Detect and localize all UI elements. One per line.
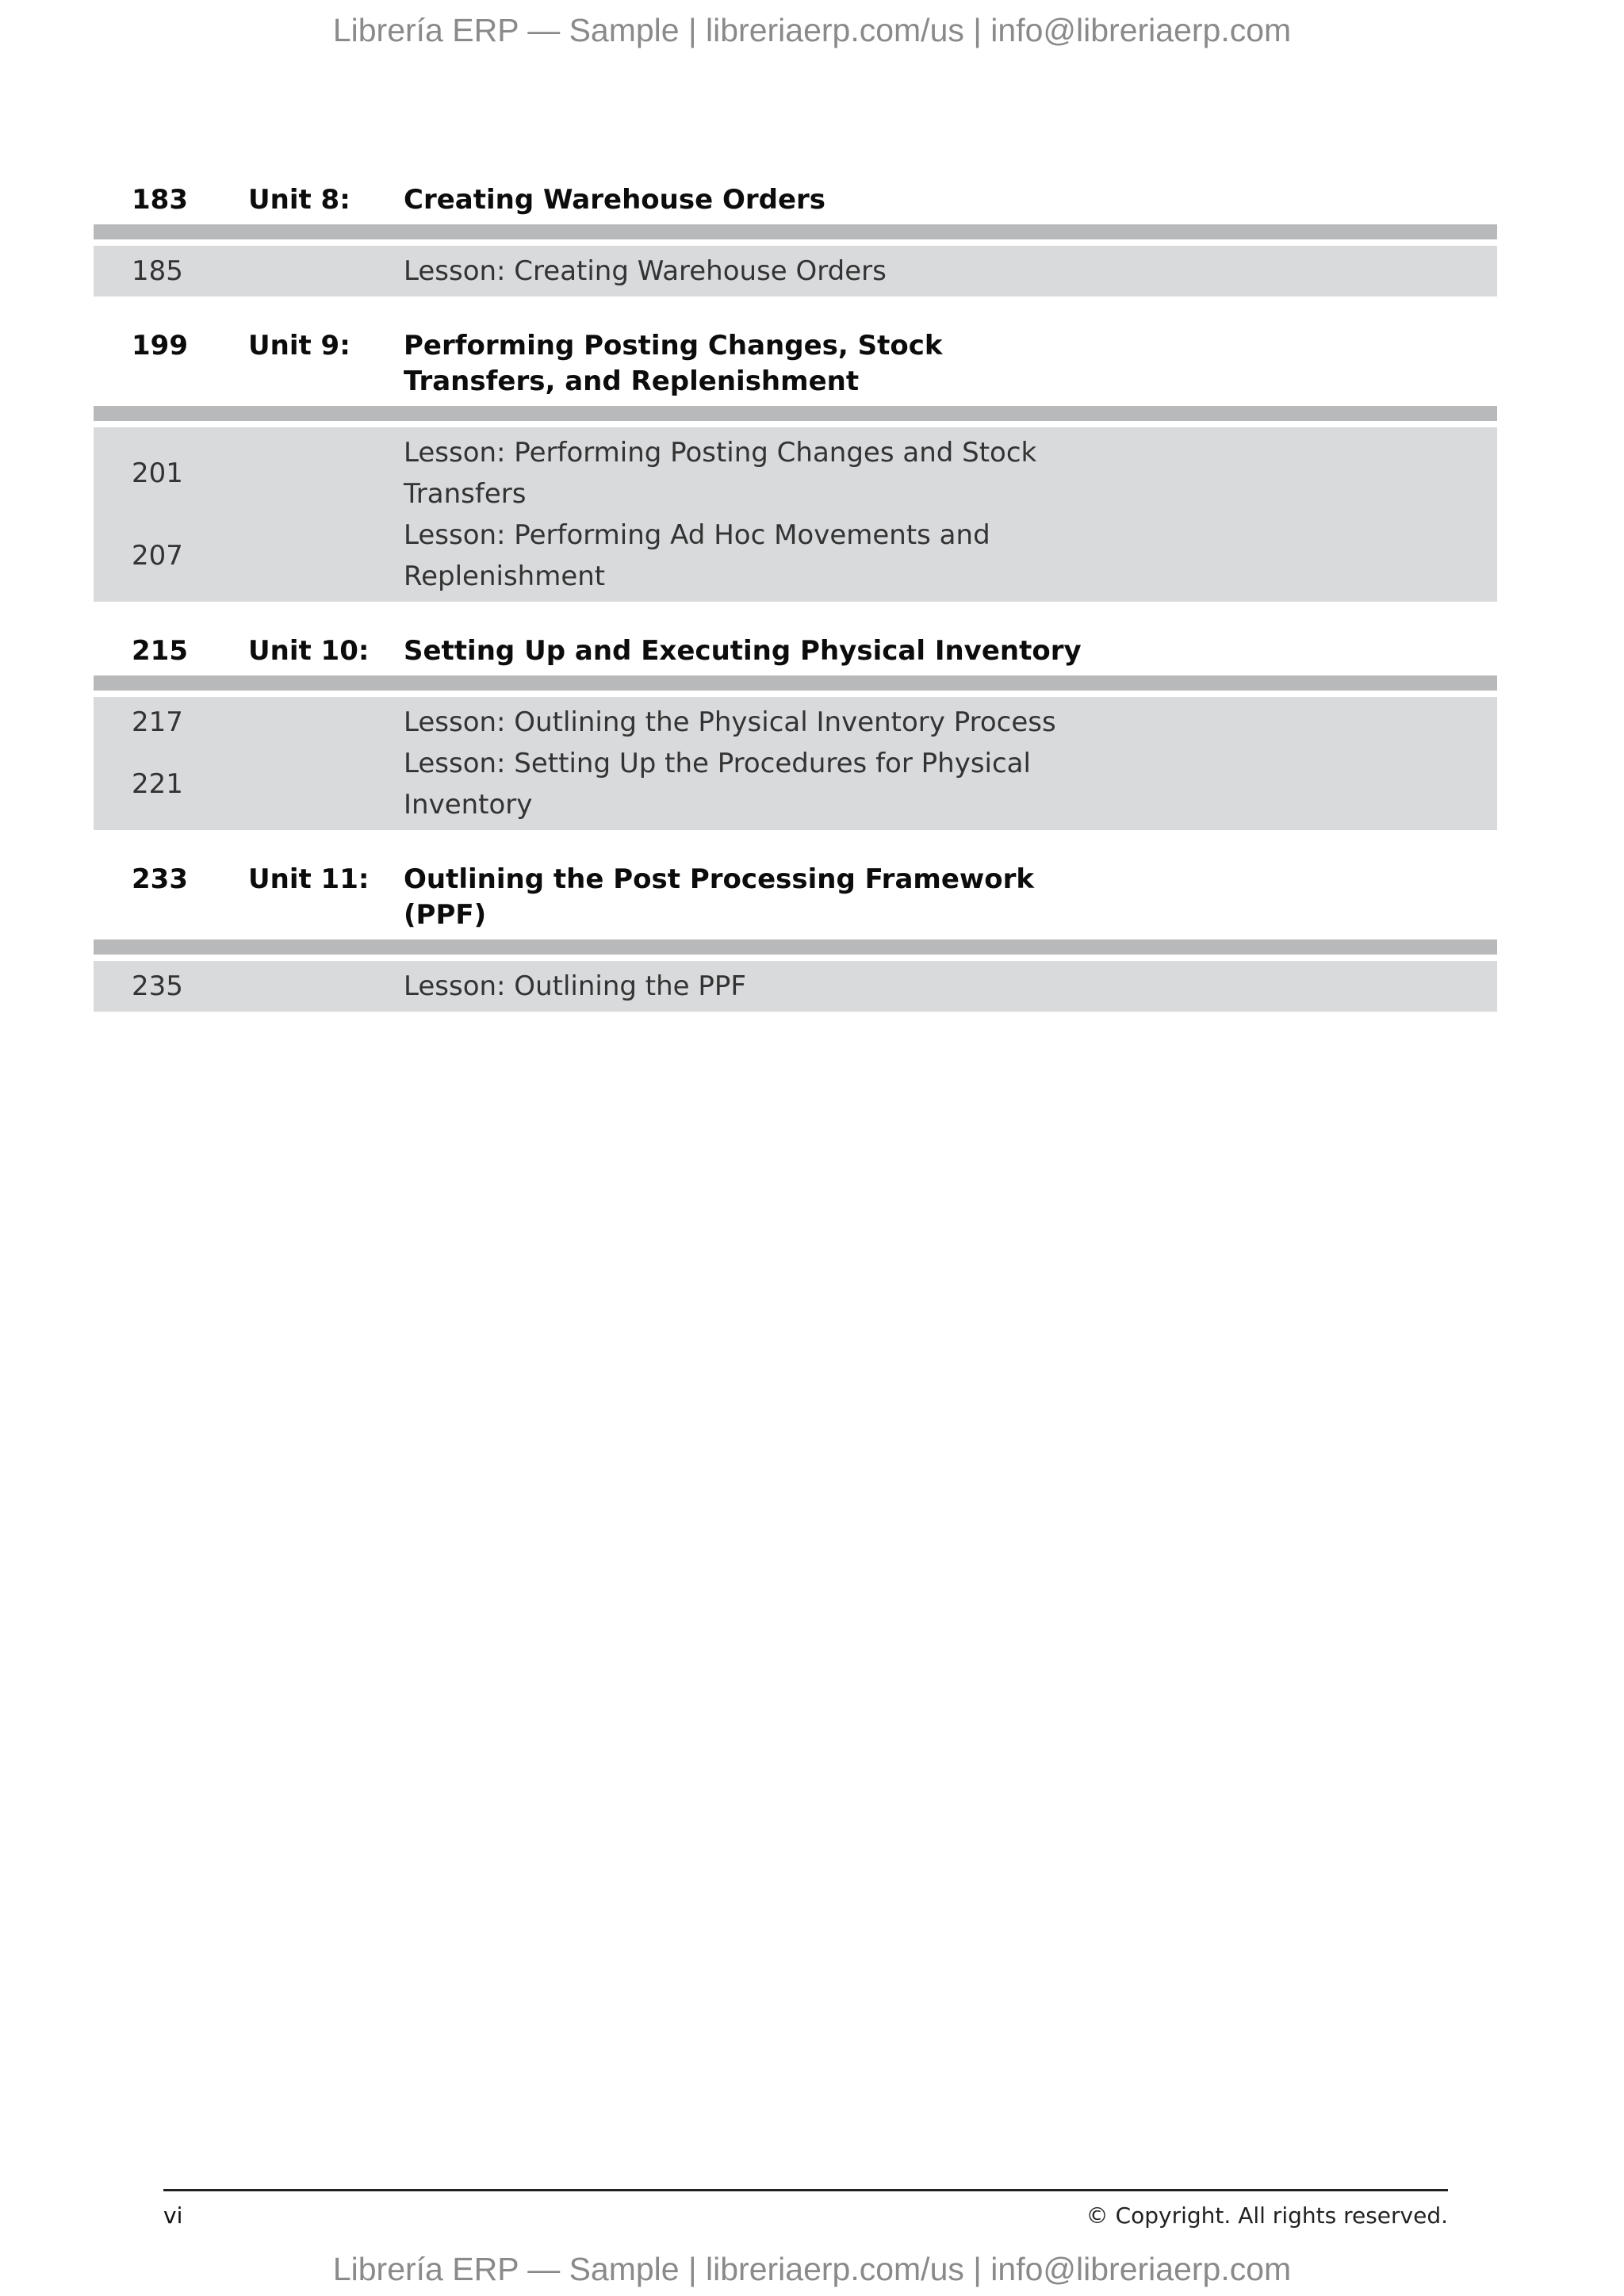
unit-label: Unit 8: (248, 184, 350, 216)
lesson-page-number: 201 (132, 457, 183, 489)
lesson-title: Lesson: Setting Up the Procedures for Physical Inventory (404, 748, 1031, 821)
lesson-title: Lesson: Creating Warehouse Orders (404, 255, 887, 287)
unit-label: Unit 11: (248, 863, 370, 895)
lesson-item (94, 966, 1497, 1007)
unit-title: Setting Up and Executing Physical Inventory (404, 635, 1082, 667)
unit-page-number: 233 (132, 863, 188, 895)
footer-copyright: © Copyright. All rights reserved. (1086, 2202, 1448, 2229)
toc-unit (94, 328, 1497, 602)
lesson-item (94, 743, 1497, 825)
unit-label: Unit 10: (248, 635, 370, 667)
watermark-header: Librería ERP — Sample | libreriaerp.com/us | info@libreriaerp.com (332, 12, 1292, 48)
unit-divider (94, 224, 1497, 239)
lesson-item (94, 515, 1497, 597)
unit-page-number: 183 (132, 184, 188, 216)
lesson-page-number: 185 (132, 255, 183, 287)
lesson-page-number: 221 (132, 768, 183, 800)
unit-title: Creating Warehouse Orders (404, 184, 826, 216)
table-of-contents (94, 182, 1497, 1043)
unit-heading (94, 862, 1497, 939)
lesson-page-number: 207 (132, 540, 183, 572)
footer-divider (163, 2189, 1448, 2191)
toc-unit (94, 633, 1497, 830)
watermark-footer: Librería ERP — Sample | libreriaerp.com/us | info@libreriaerp.com (332, 2251, 1292, 2287)
lesson-item (94, 432, 1497, 515)
footer-page-number: vi (163, 2202, 183, 2229)
unit-divider (94, 675, 1497, 691)
unit-label: Unit 9: (248, 330, 350, 362)
unit-page-number: 199 (132, 330, 188, 362)
unit-heading (94, 328, 1497, 406)
unit-divider (94, 406, 1497, 421)
lesson-title: Lesson: Performing Ad Hoc Movements and Replenishment (404, 519, 990, 592)
lesson-list (94, 961, 1497, 1012)
toc-unit (94, 862, 1497, 1012)
lesson-title: Lesson: Performing Posting Changes and Stock Transfers (404, 437, 1037, 510)
lesson-item (94, 251, 1497, 292)
unit-heading (94, 633, 1497, 675)
lesson-title: Lesson: Outlining the PPF (404, 970, 746, 1002)
unit-title: Performing Posting Changes, Stock Transfers, and Replenishment (404, 330, 943, 397)
lesson-page-number: 217 (132, 706, 183, 738)
unit-page-number: 215 (132, 635, 188, 667)
lesson-page-number: 235 (132, 970, 183, 1002)
lesson-item (94, 702, 1497, 743)
unit-title: Outlining the Post Processing Framework (PPF) (404, 863, 1035, 931)
lesson-list (94, 246, 1497, 297)
toc-unit (94, 182, 1497, 297)
lesson-list (94, 427, 1497, 602)
lesson-title: Lesson: Outlining the Physical Inventory Process (404, 706, 1056, 738)
unit-heading (94, 182, 1497, 224)
unit-divider (94, 939, 1497, 955)
lesson-list (94, 697, 1497, 830)
